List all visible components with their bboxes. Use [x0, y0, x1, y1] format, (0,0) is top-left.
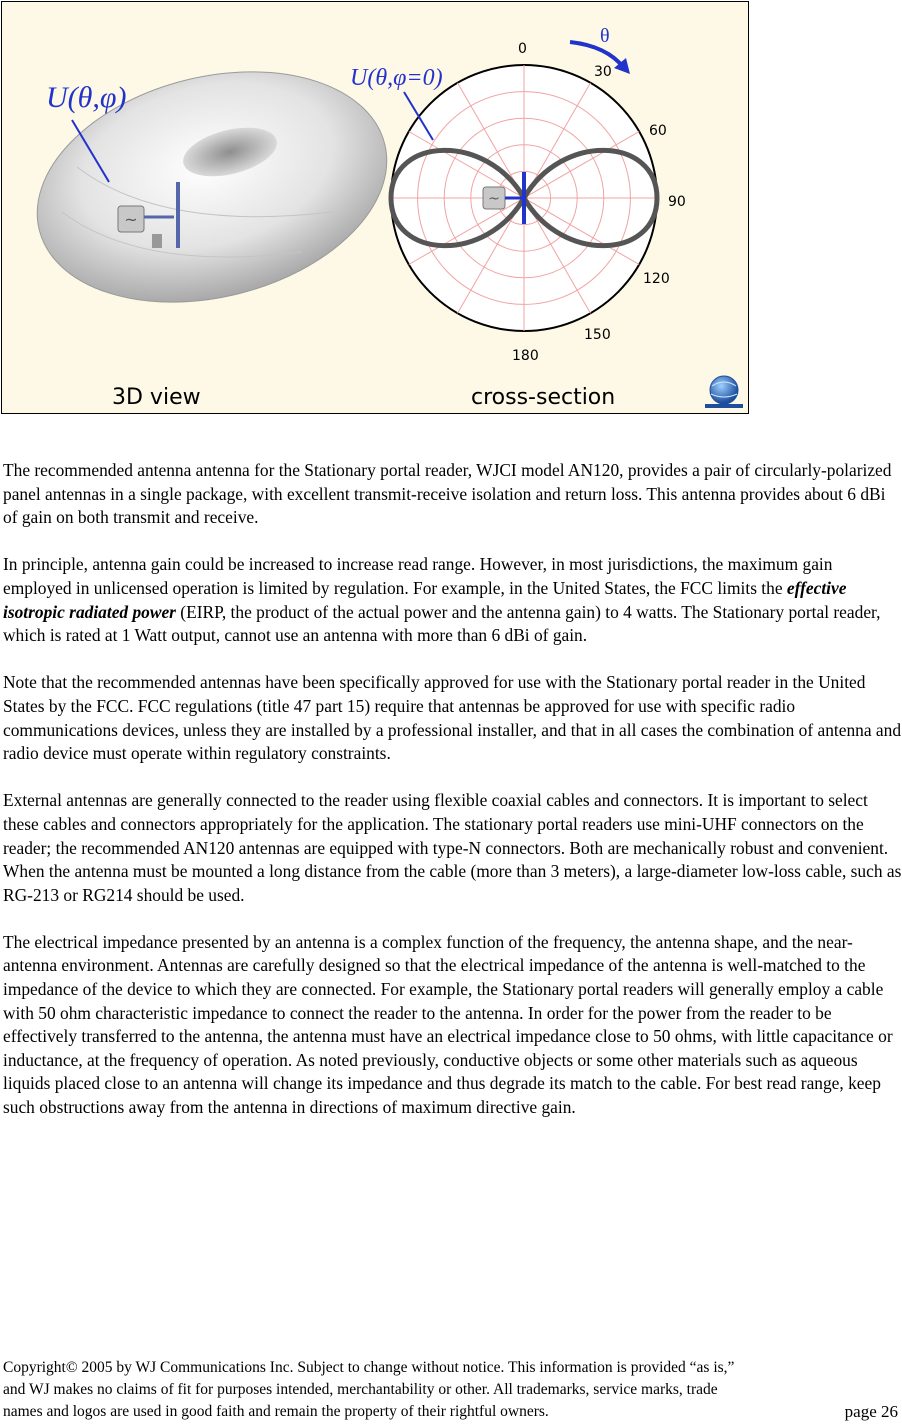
paragraph-3: Note that the recommended antennas have been specifically approved for use with the Stationary portal reader in the United States by the FCC. FCC regulations (title 47 part 15) require that antennas be approved for use with specific radio communications devices, unless they are installed by a professional installer, and that in all cases the combination of antenna and radio device must operate within regulatory constraints. [3, 672, 902, 764]
svg-text:~: ~ [488, 191, 500, 207]
angle-label-30: 30 [594, 64, 612, 80]
page-number: page 26 [844, 1402, 898, 1421]
paragraph-2 [3, 553, 902, 647]
paragraph-5: The electrical impedance presented by an antenna is a complex function of the frequency, the antenna shape, and the near-antenna environment. Antennas are carefully designed so that the electrical impedance of the antenna is well-matched to the impedance of the device to which they are connected. For example, the Stationary portal readers will generally employ a cable with 50 ohm characteristic impedance to connect the reader to the antenna. In order for the power from the reader to be effectively transferred to the antenna, the antenna must have an electrical impedance close to 50 ohms, with little capacitance or inductance, at the frequency of operation. As noted previously, conductive objects or some other materials such as aqueous liquids placed close to an antenna will change its impedance and thus degrade its match to the cable. For best read range, keep such obstructions away from the antenna in directions of maximum directive gain. [3, 931, 893, 1118]
footer-line-1: Copyright© 2005 by WJ Communications Inc. Subject to change without notice. This information is provided “as is,” [3, 1359, 735, 1376]
paragraph-4: External antennas are generally connected to the reader using flexible coaxial cables and connectors. It is important to select these cables and connectors appropriately for the application. The stationary portal readers use mini-UHF connectors on the reader; the recommended AN120 antennas are equipped with type-N connectors. Both are mechanically robust and convenient. When the antenna must be mounted a long distance from the cable (more than 3 meters), a large-diameter low-loss cable, such as RG-213 or RG214 should be used. [3, 790, 902, 905]
globe-logo-icon [705, 376, 743, 408]
footer-line-2: and WJ makes no claims of fit for purposes intended, merchantability or other. All trademarks, service marks, trade [3, 1381, 718, 1398]
body-text [3, 459, 902, 1143]
caption-cross-section: cross-section [471, 385, 616, 410]
svg-text:~: ~ [124, 210, 138, 229]
label-section: U(θ,φ=0) [350, 65, 443, 91]
eirp-term: effective isotropic radiated power [3, 577, 847, 622]
label-3d: U(θ,φ) [46, 81, 127, 114]
angle-label-180: 180 [512, 348, 539, 364]
angle-label-60: 60 [649, 123, 667, 139]
footer-line-3: names and logos are used in good faith and remain the property of their rightful owners. [3, 1403, 549, 1420]
angle-label-150: 150 [584, 327, 611, 343]
paragraph-2-after: (EIRP, the product of the actual power and the antenna gain) to 4 watts. The Stationary portal reader, which is rated at 1 Watt output, cannot use an antenna with more than 6 dBi of gain. [3, 601, 881, 646]
paragraph-2-before: In principle, antenna gain could be increased to increase read range. However, in most jurisdictions, the maximum gain employed in unlicensed operation is limited by regulation. For example, in the United States, the FCC limits the [3, 554, 833, 598]
theta-symbol: θ [600, 25, 610, 47]
paragraph-1: The recommended antenna antenna for the Stationary portal reader, WJCI model AN120, provides a pair of circularly-polarized panel antennas in a single package, with excellent transmit-receive isolation and return loss. This antenna provides about 6 dBi of gain on both transmit and receive. [3, 460, 892, 528]
angle-label-120: 120 [643, 271, 670, 287]
copyright-footer [3, 1357, 900, 1423]
angle-label-90: 90 [668, 194, 686, 210]
figure-graphic [2, 2, 748, 413]
antenna-pattern-figure [1, 1, 749, 414]
caption-3d-view: 3D view [112, 385, 201, 410]
angle-label-0: 0 [518, 41, 527, 57]
